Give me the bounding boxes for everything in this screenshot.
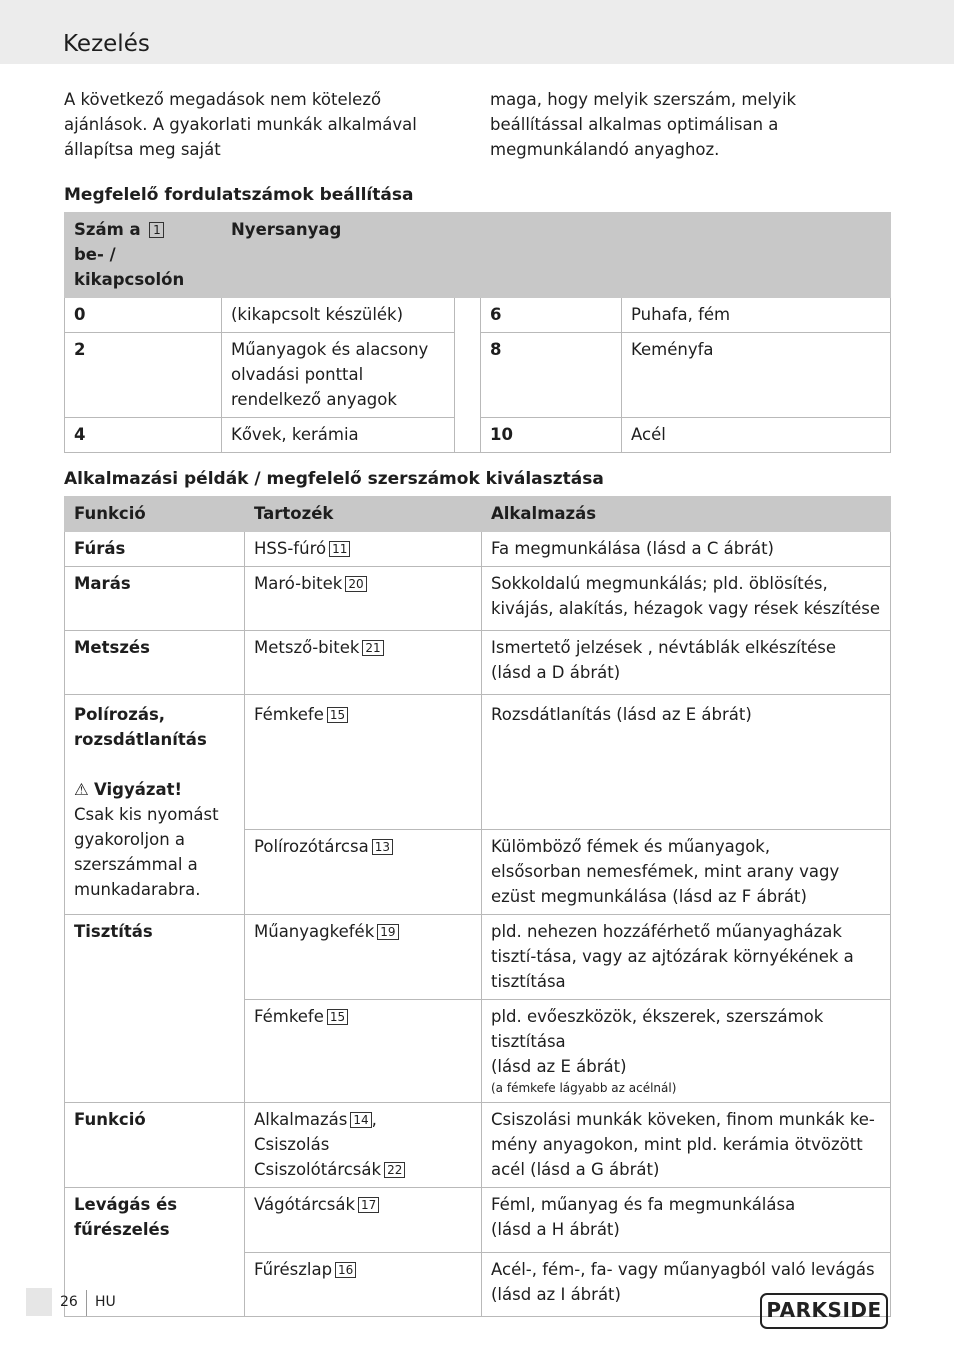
intro-text-left: A következő megadások nem kötelező ajánlások. A gyakorlati munkák alkalmával állapítsa meg saját [64,90,417,159]
ref-number: 11 [329,541,350,557]
function-cell: Levágás és fűrészelés [65,1188,245,1317]
application-cell: Rozsdátlanítás (lásd az E ábrát) [482,695,891,830]
speed-section-heading: Megfelelő fordulatszámok beállítása [64,185,414,205]
warning-text: Csak kis nyomást gyakoroljon a szerszámmal a munkadarabra. [74,805,219,899]
application-figure-ref: (lásd a H ábrát) [491,1220,620,1239]
table-row [65,631,891,695]
ref-number: 19 [377,924,398,940]
accessory-cell [245,532,482,567]
function-cell: Metszés [65,631,245,695]
accessory-cell [245,1000,482,1103]
applications-table [64,496,891,1317]
accessory-name: Műanyagkefék [254,922,375,941]
speed-number: 10 [481,418,622,453]
application-figure-ref: (lásd az E ábrát) [491,1057,627,1076]
application-cell [482,1188,891,1253]
accessory-name-3: Csiszolótárcsák [254,1160,382,1179]
accessory-cell [245,830,482,915]
accessory-cell [245,915,482,1000]
language-code: HU [95,1294,116,1310]
switch-ref-number: 1 [149,222,164,238]
application-cell: Csiszolási munkák köveken, finom munkák ke-mény anyagokon, mint pld. kerámia ötvözött acél (lásd a G ábrát) [482,1103,891,1188]
application-cell [482,830,891,915]
speed-table [64,212,891,453]
speed-material: Műanyagok és alacsony olvadási ponttal rendelkező anyagok [222,333,455,418]
apps-col-accessory: Tartozék [245,497,482,532]
accessory-name-2: Csiszolás [254,1135,330,1154]
application-cell: Fa megmunkálása (lásd a C ábrát) [482,532,891,567]
ref-number: 20 [345,576,366,592]
table-row [65,695,891,830]
accessory-name: Polírozótárcsa [254,837,369,856]
speed-number: 8 [481,333,622,418]
column-divider [455,298,481,453]
speed-number: 2 [65,333,222,418]
accessory-name: Alkalmazás [254,1110,348,1129]
table-row [65,567,891,631]
accessory-cell [245,631,482,695]
speed-material: Acél [622,418,891,453]
function-cell: Tisztítás [65,915,245,1103]
ref-number: 15 [327,707,348,723]
speed-material: Keményfa [622,333,891,418]
ref-number: 15 [327,1009,348,1025]
page-title: Kezelés [63,31,150,57]
speed-col-number-label: Szám a [74,220,141,239]
table-row [65,532,891,567]
speed-material: Puhafa, fém [622,298,891,333]
page-number: 26 [60,1294,78,1310]
application-cell: pld. nehezen hozzáférhető műanyagházak tisztí-tása, vagy az ajtózárak környékének a tisztítása [482,915,891,1000]
speed-col-number-header [65,213,222,298]
accessory-cell [245,567,482,631]
ref-number: 21 [362,640,383,656]
apps-section-heading: Alkalmazási példák / megfelelő szerszámok kiválasztása [64,469,604,489]
apps-table-header [65,497,891,532]
ref-number: 13 [372,839,393,855]
accessory-name: HSS-fúró [254,539,327,558]
application-cell [482,1000,891,1103]
table-row [65,1188,891,1253]
table-row [65,298,891,333]
speed-col-number-label-2: be- / kikapcsolón [74,245,185,289]
accessory-name: Vágótárcsák [254,1195,356,1214]
accessory-name: Fémkefe [254,705,324,724]
speed-table-header [65,213,891,298]
accessory-cell [245,1253,482,1317]
function-name: Polírozás, rozsdátlanítás [74,705,207,749]
speed-number: 0 [65,298,222,333]
footer-marker [26,1288,52,1316]
apps-col-application: Alkalmazás [482,497,891,532]
application-text: Acél-, fém-, fa- vagy műanyagból való levágás [491,1260,875,1279]
accessory-cell [245,1103,482,1188]
ref-number: 17 [358,1197,379,1213]
application-cell [482,631,891,695]
application-text: Ismertető jelzések , névtáblák elkészítése [491,638,837,657]
footer-divider [86,1290,87,1316]
accessory-name: Metsző-bitek [254,638,360,657]
application-text: pld. evőeszközök, ékszerek, szerszámok tisztítása [491,1007,824,1051]
warning-label: Vigyázat! [94,780,183,799]
function-cell: Funkció [65,1103,245,1188]
application-note: (a fémkefe lágyabb az acélnál) [491,1081,677,1095]
function-cell: Marás [65,567,245,631]
accessory-cell [245,1188,482,1253]
speed-material: Kővek, kerámia [222,418,455,453]
application-text: Féml, műanyag és fa megmunkálása [491,1195,796,1214]
function-cell [65,695,245,915]
application-text-2: elsősorban nemesfémek, mint arany vagy ezüst megmunkálása (lásd az F ábrát) [491,862,840,906]
apps-col-function: Funkció [65,497,245,532]
speed-number: 6 [481,298,622,333]
speed-number: 4 [65,418,222,453]
speed-material: (kikapcsolt készülék) [222,298,455,333]
table-row [65,1103,891,1188]
warning-icon: ⚠ [74,780,89,799]
accessory-separator: , [371,1110,377,1129]
parkside-logo: PARKSIDE [760,1293,888,1329]
accessory-name: Maró-bitek [254,574,343,593]
function-cell: Fúrás [65,532,245,567]
application-cell: Sokkoldalú megmunkálás; pld. öblösítés, kivájás, alakítás, hézagok vagy rések készítése [482,567,891,631]
speed-col-material-header: Nyersanyag [222,213,891,298]
accessory-name: Fémkefe [254,1007,324,1026]
application-text: Külömböző fémek és műanyagok, [491,837,771,856]
ref-number: 14 [350,1112,371,1128]
application-figure-ref: (lásd az I ábrát) [491,1285,621,1304]
accessory-cell [245,695,482,830]
intro-text-right: maga, hogy melyik szerszám, melyik beállítással alkalmas optimálisan a megmunkálandó anyaghoz. [490,90,797,159]
application-figure-ref: (lásd a D ábrát) [491,663,621,682]
ref-number: 16 [335,1262,356,1278]
accessory-name: Fűrészlap [254,1260,333,1279]
ref-number: 22 [384,1162,405,1178]
table-row [65,915,891,1000]
